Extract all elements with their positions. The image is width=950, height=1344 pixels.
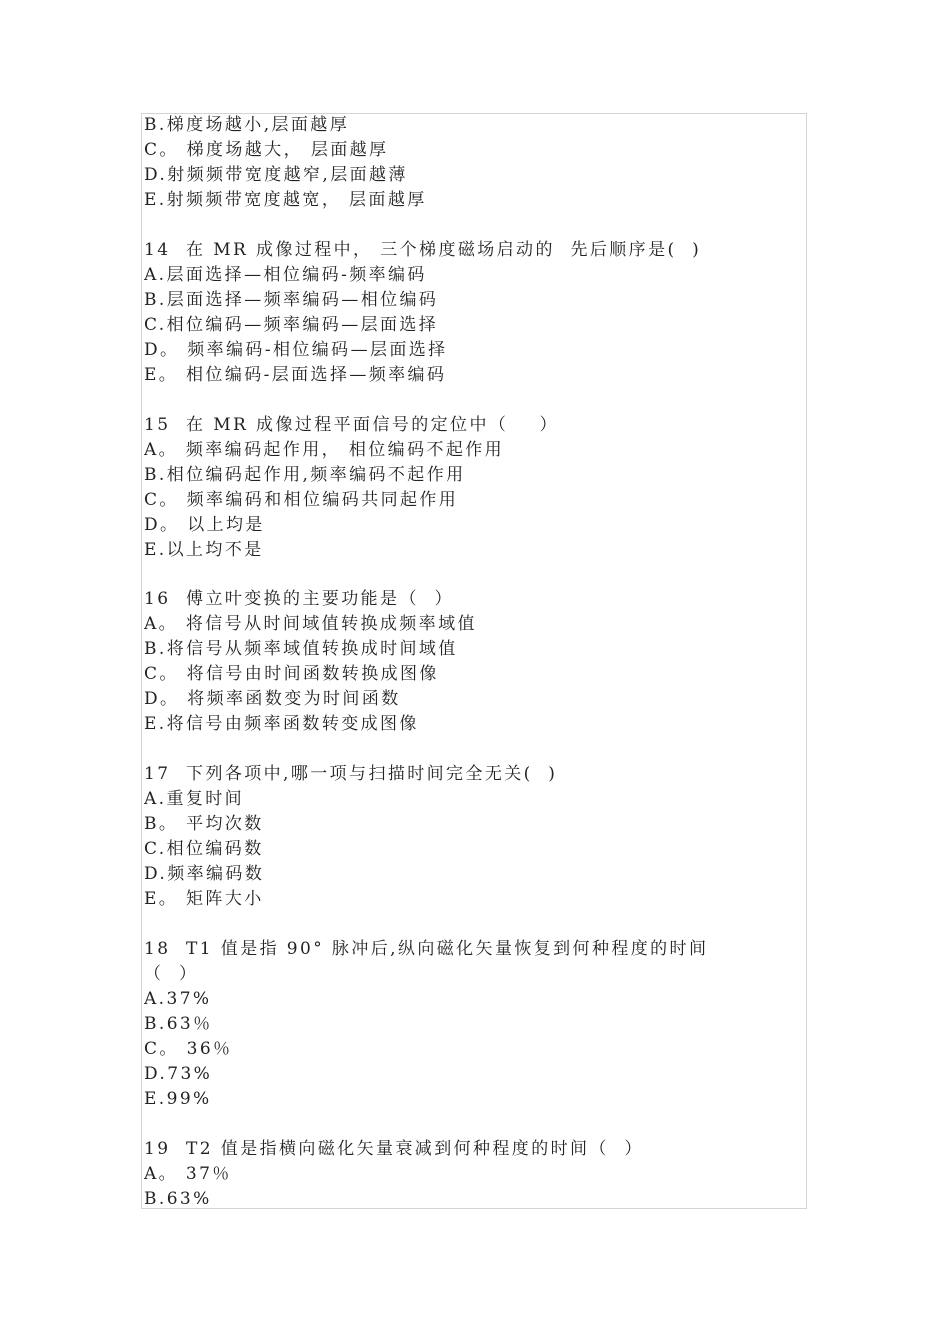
option-line: B.63％ [144,1013,213,1034]
question-18 [144,937,808,1112]
question-stem: 18 T1 值是指 90° 脉冲后,纵向磁化矢量恢复到何种程度的时间 [144,938,709,959]
question-19 [144,1137,808,1212]
option-line: C.相位编码—频率编码—层面选择 [144,314,439,335]
option-line: C.相位编码数 [144,839,264,860]
option-line: B.相位编码起作用,频率编码不起作用 [144,464,466,485]
spacer [144,737,808,762]
question-stem: 19 T2 值是指横向磁化矢量衰减到何种程度的时间（ ） [144,1138,644,1159]
question-16 [144,587,808,737]
question-15 [144,413,808,563]
option-line: E.以上均不是 [144,539,264,560]
option-line: E.99% [144,1088,212,1109]
option-line: C。 频率编码和相位编码共同起作用 [144,489,459,510]
option-line: E。 相位编码-层面选择—频率编码 [144,364,447,385]
option-line: B.梯度场越小,层面越厚 [144,115,350,135]
spacer [144,1112,808,1137]
option-line: D.73% [144,1063,213,1084]
question-stem: 14 在 MR 成像过程中， 三个梯度磁场启动的 先后顺序是( ) [144,239,702,260]
question-stem-continuation: （ ） [144,963,199,984]
option-line: C。 梯度场越大， 层面越厚 [144,140,389,160]
spacer [144,912,808,937]
option-line: D。 频率编码-相位编码—层面选择 [144,339,448,360]
question-14 [144,238,808,388]
option-line: A.层面选择—相位编码-频率编码 [144,264,427,285]
question-stem: 16 傅立叶变换的主要功能是（ ） [144,589,454,610]
option-line: A。 将信号从时间域值转换成频率域值 [144,614,477,635]
option-line: B.层面选择—频率编码—相位编码 [144,289,439,310]
question-stem: 17 下列各项中,哪一项与扫描时间完全无关( ) [144,764,558,785]
question-stem: 15 在 MR 成像过程平面信号的定位中（ ） [144,414,559,435]
option-line: A。 37％ [144,1163,232,1184]
option-line: B。 平均次数 [144,814,264,835]
option-line: A.37% [144,988,212,1009]
option-line: A。 频率编码起作用， 相位编码不起作用 [144,439,505,460]
document-body [144,113,808,1212]
option-line: A.重复时间 [144,789,245,810]
option-line: C。 将信号由时间函数转换成图像 [144,664,439,685]
spacer [144,388,808,413]
spacer [144,563,808,588]
option-line: D.射频频带宽度越窄,层面越薄 [144,165,408,185]
question-13-tail [144,113,808,213]
option-line: E.将信号由频率函数转变成图像 [144,714,419,735]
option-line: C。 36％ [144,1038,233,1059]
option-line: D.频率编码数 [144,864,265,885]
option-line: B.将信号从频率域值转换成时间域值 [144,639,458,660]
option-line: E.射频频带宽度越宽， 层面越厚 [144,190,427,210]
option-line: E。 矩阵大小 [144,889,264,910]
option-line: D。 将频率函数变为时间函数 [144,689,401,710]
spacer [144,213,808,238]
question-17 [144,762,808,912]
option-line: B.63% [144,1188,212,1209]
option-line: D。 以上均是 [144,514,265,535]
